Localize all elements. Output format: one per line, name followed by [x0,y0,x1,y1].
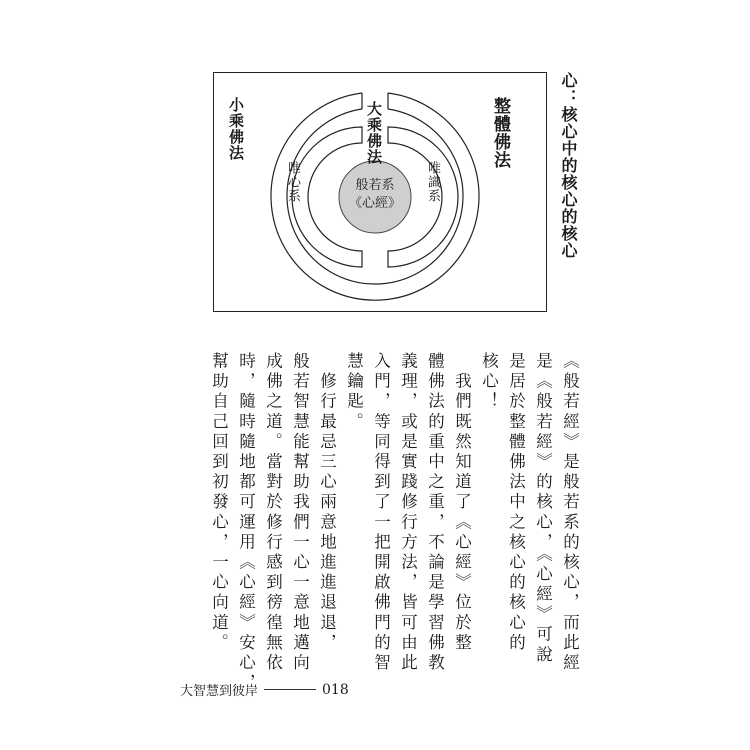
body-column-1: 《般若經》是般若系的核心，而此經 [560,352,580,674]
label-mind-only-school: 唯心系 [285,161,300,203]
body-column-6: 體佛法的重中之重，不論是學習佛教 [425,352,445,674]
body-column-4: 核心！ [479,352,499,413]
label-mahayana: 大乘佛法 [365,101,383,165]
body-column-9: 慧鑰匙。 [344,352,364,433]
label-theravada: 小乘佛法 [227,97,245,161]
body-column-5: 我們既然知道了《心經》位於整 [452,352,472,654]
body-column-14: 幫助自己回到初發心，一心向道。 [209,352,229,654]
body-column-8: 入門，等同得到了一把開啟佛門的智 [371,352,391,674]
body-column-3: 是居於整體佛法中之核心的核心的 [506,352,526,654]
center-label-line2: 《心經》 [348,196,401,211]
body-column-7: 義理，或是實踐修行方法，皆可由此 [398,352,418,674]
footer-rule [264,689,316,690]
page-number: 018 [322,681,349,698]
body-column-10: 修行最忌三心兩意地進進退退， [317,352,337,654]
center-label [339,177,411,213]
body-column-2: 是《般若經》的核心，《心經》可說 [533,352,553,666]
buddhism-structure-diagram [213,72,547,312]
body-column-13: 時，隨時隨地都可運用《心經》安心， [236,352,256,694]
label-consciousness-only-school: 唯識系 [425,161,440,203]
label-whole-buddhism: 整體佛法 [490,97,510,169]
page-footer [180,680,349,699]
body-column-12: 成佛之道。當對於修行感到徬徨無依 [263,352,283,674]
body-column-11: 般若智慧能幫助我們一心一意地邁向 [290,352,310,674]
center-label-line1: 般若系 [355,178,395,193]
book-title: 大智慧到彼岸 [180,684,259,699]
chapter-heading: 心：核心中的核心的核心 [559,72,578,259]
